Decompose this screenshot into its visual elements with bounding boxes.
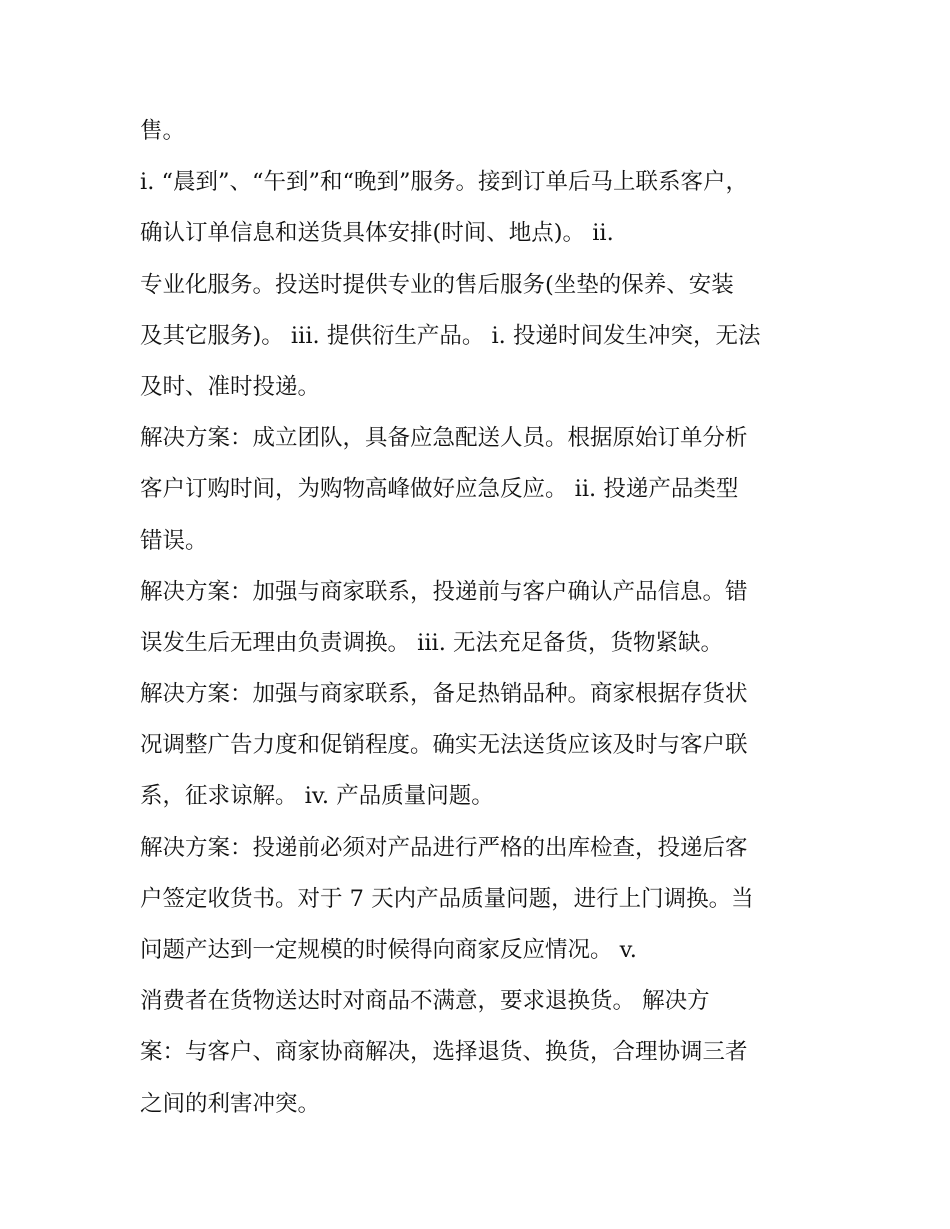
- text-line: 户签定收货书。对于 7 天内产品质量问题，进行上门调换。当: [140, 885, 754, 912]
- text-line: 专业化服务。投送时提供专业的售后服务(坐垫的保养、安装: [140, 271, 734, 298]
- text-line: 误发生后无理由负责调换。 iii. 无法充足备货，货物紧缺。: [140, 629, 724, 656]
- text-line: 及时、准时投递。: [140, 373, 321, 400]
- text-line: 确认订单信息和送货具体安排(时间、地点)。 ii.: [140, 220, 614, 247]
- text-line: 消费者在货物送达时对商品不满意，要求退换货。 解决方: [140, 988, 710, 1015]
- text-line: 解决方案：加强与商家联系，投递前与客户确认产品信息。错: [140, 578, 748, 605]
- text-line: 案：与客户、商家协商解决，选择退货、换货，合理协调三者: [140, 1039, 748, 1066]
- text-line: i. “晨到”、“午到”和“晚到”服务。接到订单后马上联系客户，: [140, 169, 749, 196]
- text-line: 况调整广告力度和促销程度。确实无法送货应该及时与客户联: [140, 732, 748, 759]
- text-line: 解决方案：成立团队，具备应急配送人员。根据原始订单分析: [140, 425, 748, 452]
- text-line: 解决方案：投递前必须对产品进行严格的出库检查，投递后客: [140, 834, 748, 861]
- text-line: 系，征求谅解。 iv. 产品质量问题。: [140, 783, 494, 810]
- text-line: 售。: [140, 118, 186, 144]
- text-line: 客户订购时间，为购物高峰做好应急反应。 ii. 投递产品类型: [140, 476, 739, 503]
- text-line: 及其它服务)。 iii. 提供衍生产品。 i. 投递时间发生冲突，无法: [140, 322, 761, 349]
- text-line: 错误。: [140, 527, 208, 554]
- text-line: 问题产达到一定规模的时候得向商家反应情况。 v.: [140, 937, 637, 963]
- text-line: 之间的利害冲突。: [140, 1090, 321, 1117]
- body-text: [140, 106, 820, 1130]
- text-line: 解决方案：加强与商家联系，备足热销品种。商家根据存货状: [140, 681, 748, 708]
